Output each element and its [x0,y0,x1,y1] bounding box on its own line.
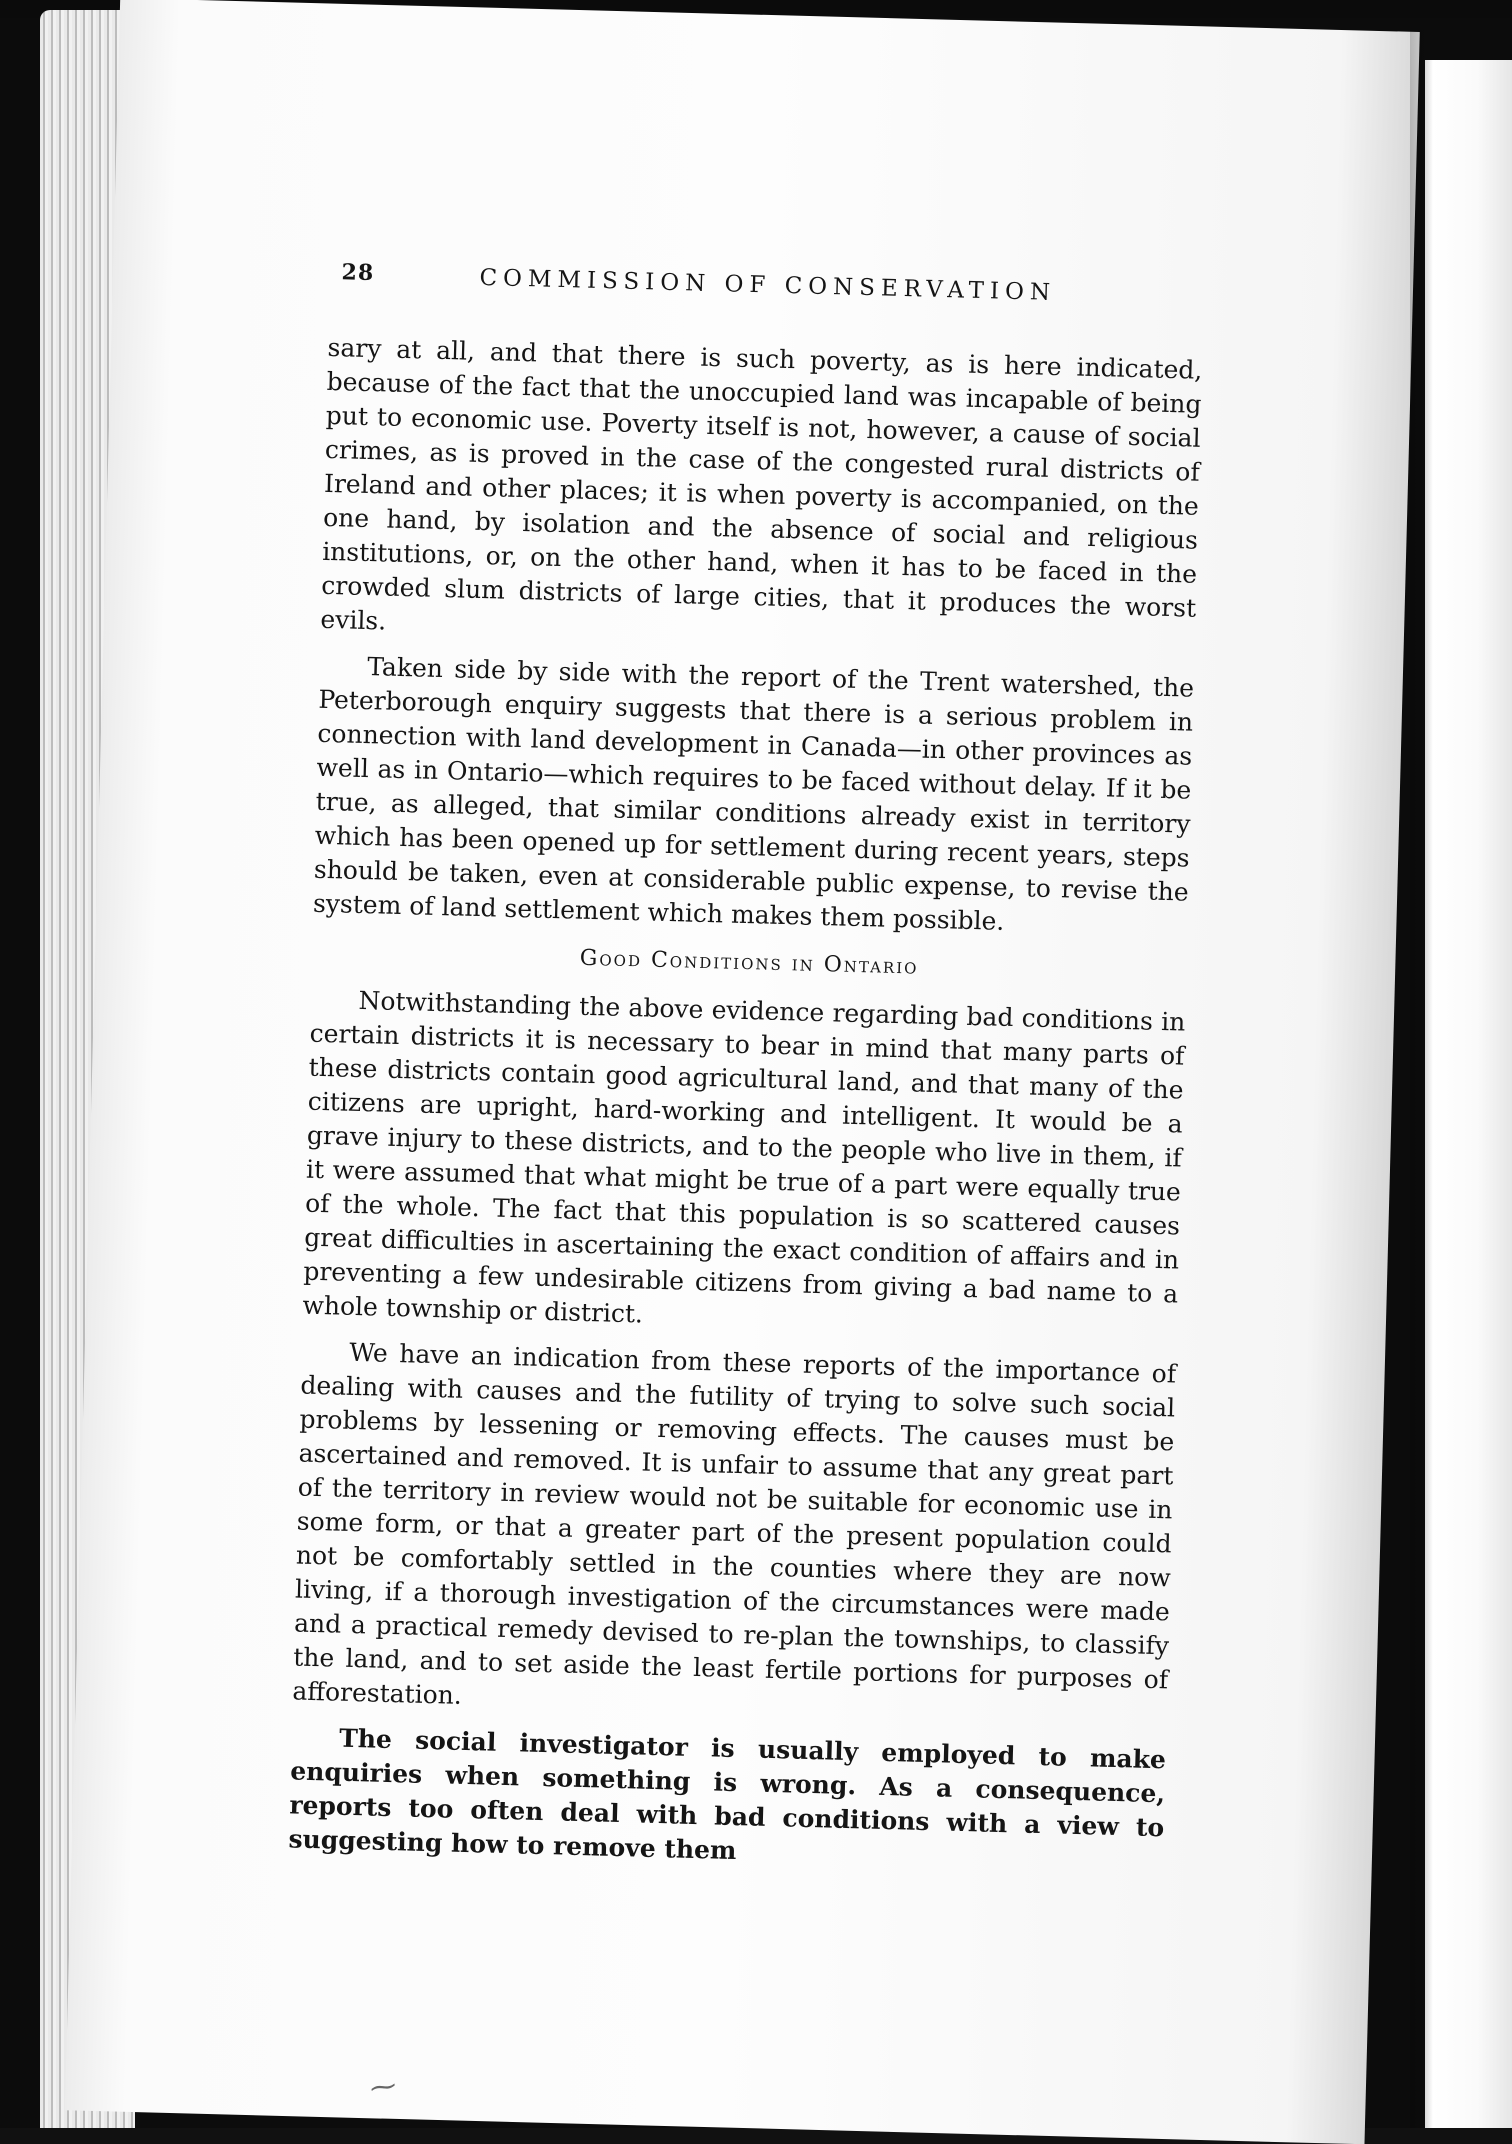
paragraph-social-investigator: The social investigator is usually employed to make enquiries when something is wrong. As a consequence, reports too often deal with bad conditions with a view to suggesting how to remove them [288,1723,1167,1866]
section-heading: Good Conditions in Ontario [579,945,919,980]
paragraph-notwithstanding: Notwithstanding the above evidence regarding bad conditions in certain districts it is necessary to bear in mind that many parts of these districts contain good agricultural land, and that many of the citizens are upright, hard-working and intelligent. It would be a grave injury to these districts, and to the people who live in them, if it were assumed that what might be true of a part were equally true of the whole. The fact that this population is so scattered causes great difficulties in ascertaining the exact condition of affairs and in preventing a few undesirable citizens from giving a bad name to a whole township or district. [302,985,1186,1329]
facing-page-edge [1425,60,1512,2128]
page-number: 28 [341,259,375,287]
running-title: COMMISSION OF CONSERVATION [479,264,1057,306]
paragraph-causes: We have an indication from these reports of the importance of dealing with causes and the futility of trying to solve such social problems by lessening or removing effects. The causes must be ascertained and removed. It is unfair to assume that any great part of the territory in review would not be suitable for economic use in some form, or that a greater part of the present population could not be comfortably settled in the counties where they are now living, if a thorough investigation of the circumstances were made and a practical remedy devised to re-plan the townships, to classify the land, and to set aside the least fertile portions for purposes of afforestation. [292,1337,1177,1710]
paragraph-continued: sary at all, and that there is such poverty, as is here indicated, because of the fact that the unoccupied land was incapable of being put to economic use. Poverty itself is not, however, a cause of social crimes, as is proved in the case of the congested rural districts of Ireland and other places; it is when poverty is accompanied, on the one hand, by isolation and the absence of social and religious institutions, or, on the other hand, when it has to be faced in the crowded slum districts of large cities, that it produces the worst evils. [320,332,1203,636]
scan-smudge-mark: ⁓ [368,2070,399,2105]
body-text [288,331,1203,1891]
paragraph-trent-watershed: Taken side by side with the report of the Trent watershed, the Peterborough enquiry suggests that there is a serious problem in connection with land development in Canada—in other provinces as well as in Ontario—which requires to be faced without delay. If it be true, as alleged, that similar conditions already exist in territory which has been opened up for settlement during recent years, steps should be taken, even at considerable public expense, to revise the system of land settlement which makes them possible. [312,652,1195,936]
